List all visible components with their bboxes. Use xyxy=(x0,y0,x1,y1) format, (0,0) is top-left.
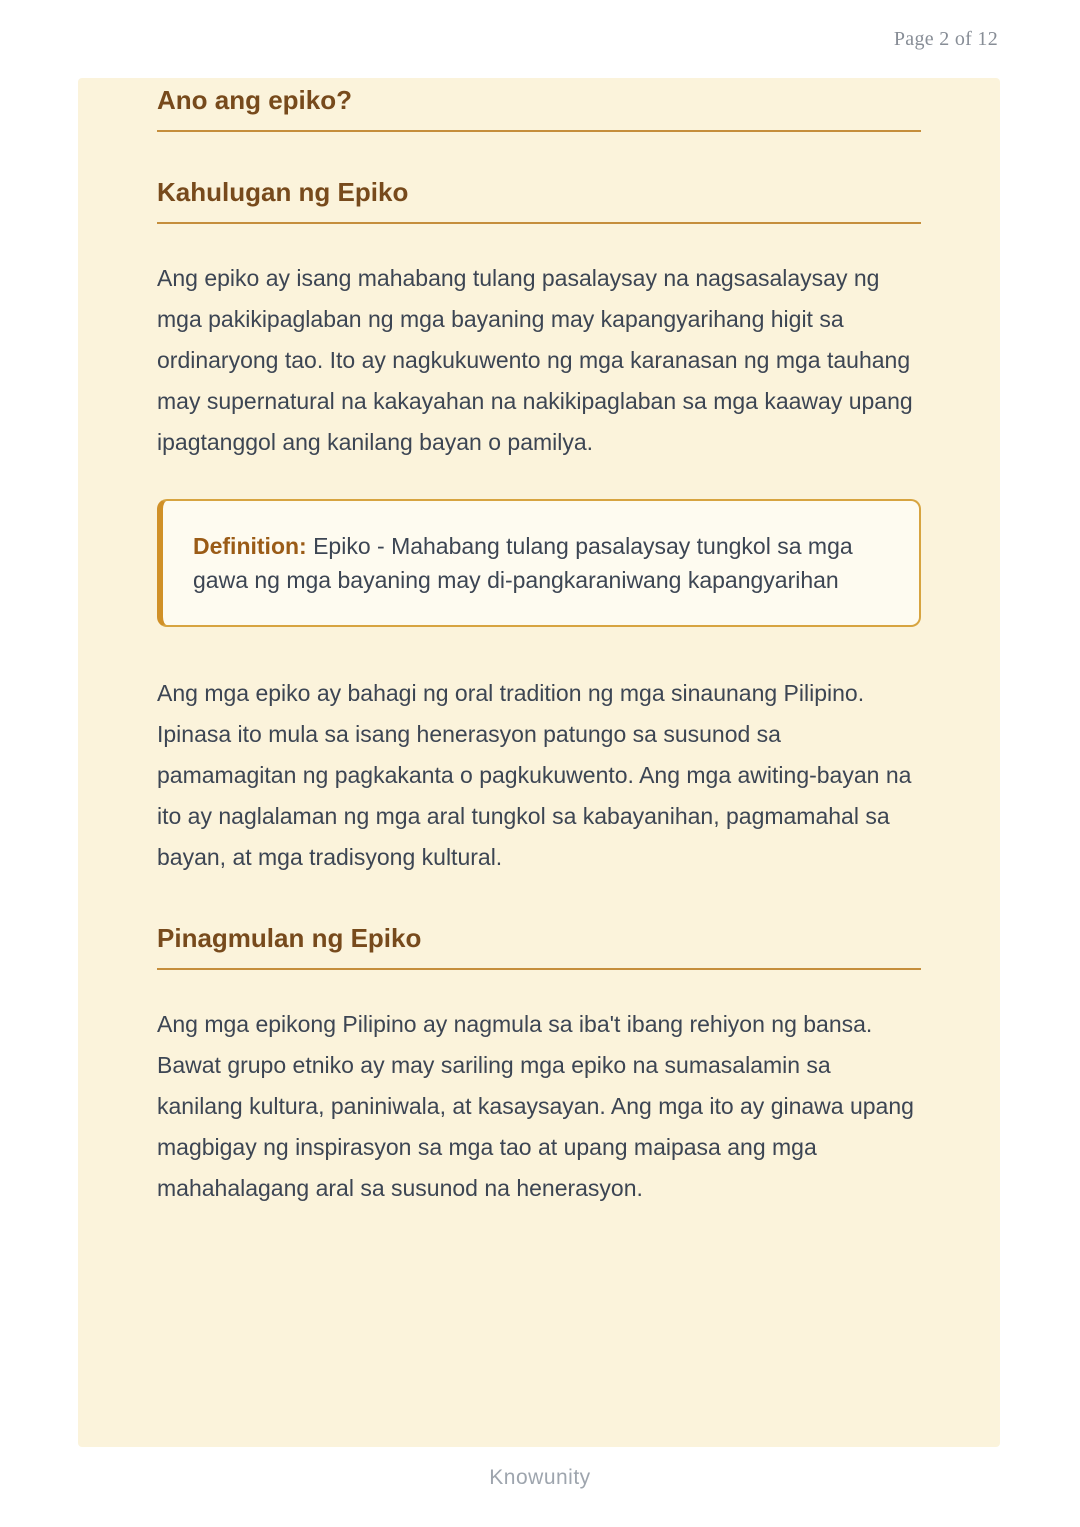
section-heading-pinagmulan: Pinagmulan ng Epiko xyxy=(157,922,921,970)
definition-callout xyxy=(157,499,921,627)
document-title: Ano ang epiko? xyxy=(157,84,921,132)
paragraph-oral-tradition: Ang mga epiko ay bahagi ng oral tradition ng mga sinaunang Pilipino. Ipinasa ito mula sa isang henerasyon patungo sa susunod sa pamamagitan ng pagkakanta o pagkukuwento. Ang mga awiting-bayan na ito ay naglalaman ng mga aral tungkol sa kabayanihan, pagmamahal sa bayan, at mga tradisyong kultural. xyxy=(157,680,912,870)
section-heading-kahulugan: Kahulugan ng Epiko xyxy=(157,176,921,224)
definition-callout-text: Epiko - Mahabang tulang pasalaysay tungkol sa mga gawa ng mga bayaning may di-pangkaraniwang kapangyarihan xyxy=(193,533,853,593)
definition-callout-label: Definition: xyxy=(193,533,307,559)
page-indicator: Page 2 of 12 xyxy=(893,28,998,50)
brand-footer: Knowunity xyxy=(489,1466,591,1489)
document-card xyxy=(78,78,1000,1447)
paragraph-pinagmulan: Ang mga epikong Pilipino ay nagmula sa iba't ibang rehiyon ng bansa. Bawat grupo etniko ay may sariling mga epiko na sumasalamin sa kanilang kultura, paniniwala, at kasaysayan. Ang mga ito ay ginawa upang magbigay ng inspirasyon sa mga tao at upang maipasa ang mga mahahalagang aral sa susunod na henerasyon. xyxy=(157,1011,914,1201)
paragraph-definition-intro: Ang epiko ay isang mahabang tulang pasalaysay na nagsasalaysay ng mga pakikipaglaban ng mga bayaning may kapangyarihang higit sa ordinaryong tao. Ito ay nagkukuwento ng mga karanasan ng mga tauhang may supernatural na kakayahan na nakikipaglaban sa mga kaaway upang ipagtanggol ang kanilang bayan o pamilya. xyxy=(157,265,913,455)
